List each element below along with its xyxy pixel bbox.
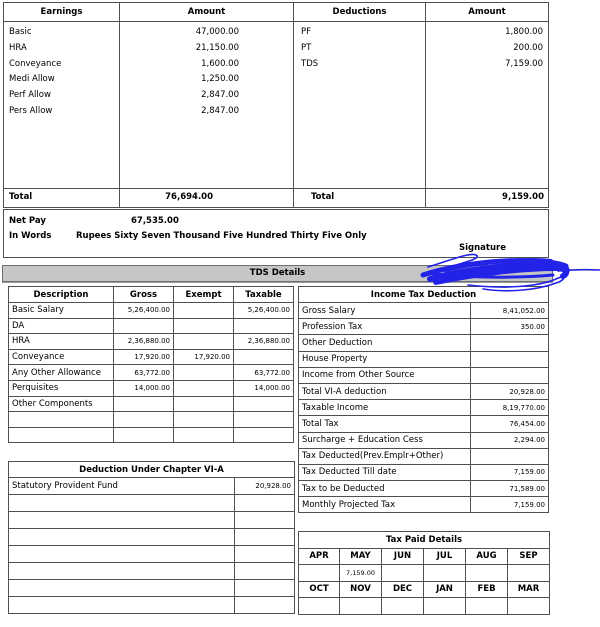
cell-description: HRA <box>9 334 114 350</box>
cell-description: Any Other Allowance <box>9 365 114 381</box>
description-column-header: Description <box>9 287 114 303</box>
cell-label <box>9 495 235 512</box>
in-words-value: Rupees Sixty Seven Thousand Five Hundred Thirty Five Only <box>76 231 367 241</box>
cell-value: 7,159.00 <box>471 497 549 513</box>
cell-value: 8,19,770.00 <box>471 400 549 416</box>
tax-paid-details-title: Tax Paid Details <box>299 532 550 549</box>
month-header: OCT <box>299 581 340 598</box>
earnings-labels-column <box>4 22 120 188</box>
table-row <box>9 412 294 428</box>
month-value <box>466 565 508 582</box>
month-header: APR <box>299 548 340 565</box>
table-row <box>9 478 295 495</box>
cell-label: Monthly Projected Tax <box>299 497 471 513</box>
cell-value <box>471 448 549 464</box>
cell-exempt <box>174 365 234 381</box>
deductions-labels-column <box>294 22 426 188</box>
month-value <box>382 598 424 615</box>
table-row <box>299 367 549 383</box>
deduction-amount: 200.00 <box>513 42 543 53</box>
deductions-amount-column-header: Amount <box>468 7 506 17</box>
table-title-row <box>9 462 295 478</box>
earnings-deductions-table <box>3 2 549 208</box>
earning-amount: 21,150.00 <box>195 42 239 53</box>
cell-taxable <box>234 427 294 443</box>
cell-description: Other Components <box>9 396 114 412</box>
table-header-row <box>4 3 548 22</box>
earnings-amount-column-header: Amount <box>120 3 294 21</box>
net-pay-value: 67,535.00 <box>131 216 179 226</box>
cell-taxable: 14,000.00 <box>234 380 294 396</box>
cell-value: 2,294.00 <box>471 432 549 448</box>
cell-description: Conveyance <box>9 349 114 365</box>
cell-label: House Property <box>299 351 471 367</box>
cell-label <box>9 580 235 597</box>
earning-label: Perf Allow <box>9 90 51 101</box>
table-row <box>9 580 295 597</box>
month-header: DEC <box>382 581 424 598</box>
table-row <box>9 380 294 396</box>
earnings-column-header: Earnings <box>4 3 120 21</box>
month-value <box>299 565 340 582</box>
cell-label: Gross Salary <box>299 303 471 319</box>
month-value: 7,159.00 <box>340 565 382 582</box>
cell-value <box>235 597 295 614</box>
table-row <box>9 597 295 614</box>
month-value <box>424 598 466 615</box>
cell-label <box>9 529 235 546</box>
cell-gross <box>114 427 174 443</box>
cell-exempt: 17,920.00 <box>174 349 234 365</box>
table-row <box>299 416 549 432</box>
cell-description <box>9 412 114 428</box>
cell-gross: 17,920.00 <box>114 349 174 365</box>
cell-value: 20,928.00 <box>471 383 549 399</box>
table-row <box>299 448 549 464</box>
month-header: NOV <box>340 581 382 598</box>
cell-description: Perquisites <box>9 380 114 396</box>
cell-description: DA <box>9 318 114 334</box>
signature-label: Signature <box>459 243 506 253</box>
cell-gross <box>114 396 174 412</box>
cell-value <box>235 580 295 597</box>
tax-paid-details-table <box>298 531 550 615</box>
in-words-label: In Words <box>9 231 52 241</box>
cell-value: 71,589.00 <box>471 481 549 497</box>
earnings-total-value: 76,694.00 <box>120 189 294 207</box>
cell-description: Basic Salary <box>9 303 114 319</box>
chapter-via-deduction-table <box>8 461 295 614</box>
net-pay-line <box>9 214 548 229</box>
table-row <box>9 396 294 412</box>
month-header: MAY <box>340 548 382 565</box>
cell-gross: 2,36,880.00 <box>114 334 174 350</box>
cell-label <box>9 597 235 614</box>
cell-value <box>235 546 295 563</box>
cell-value: 8,41,052.00 <box>471 303 549 319</box>
table-row <box>9 512 295 529</box>
cell-gross: 63,772.00 <box>114 365 174 381</box>
cell-value: 76,454.00 <box>471 416 549 432</box>
earnings-total-label: Total <box>4 189 120 207</box>
net-pay-label: Net Pay <box>9 216 46 226</box>
month-header: AUG <box>466 548 508 565</box>
deductions-total-label: Total <box>294 189 426 207</box>
cell-value: 350.00 <box>471 319 549 335</box>
table-row <box>299 303 549 319</box>
table-row <box>9 365 294 381</box>
deduction-label: PF <box>301 27 312 37</box>
earning-label: Pers Allow <box>9 105 53 116</box>
month-header: FEB <box>466 581 508 598</box>
month-header: JAN <box>424 581 466 598</box>
gross-column-header: Gross <box>114 287 174 303</box>
totals-row <box>4 188 548 207</box>
month-header-row <box>299 581 550 598</box>
cell-value: 7,159.00 <box>471 464 549 480</box>
table-body <box>4 22 548 188</box>
cell-value <box>235 495 295 512</box>
table-row <box>9 563 295 580</box>
cell-label: Income from Other Source <box>299 367 471 383</box>
cell-taxable <box>234 318 294 334</box>
cell-label <box>9 546 235 563</box>
cell-gross <box>114 412 174 428</box>
cell-value <box>471 335 549 351</box>
earnings-amounts-column <box>120 22 294 188</box>
month-value-row <box>299 565 550 582</box>
table-row <box>9 349 294 365</box>
cell-exempt <box>174 380 234 396</box>
month-header: SEP <box>508 548 550 565</box>
cell-gross: 5,26,400.00 <box>114 303 174 319</box>
month-value <box>299 598 340 615</box>
month-value-row <box>299 598 550 615</box>
table-row <box>9 546 295 563</box>
tds-details-bar: TDS Details <box>2 265 553 282</box>
cell-taxable: 5,26,400.00 <box>234 303 294 319</box>
table-header-row <box>9 287 294 303</box>
cell-label: Taxable Income <box>299 400 471 416</box>
month-value <box>340 598 382 615</box>
cell-exempt <box>174 412 234 428</box>
income-tax-deduction-table <box>298 286 549 513</box>
table-row <box>299 464 549 480</box>
earning-amount: 1,250.00 <box>201 74 239 85</box>
table-row <box>9 318 294 334</box>
cell-label: Statutory Provident Fund <box>9 478 235 495</box>
earning-label: Medi Allow <box>9 74 55 85</box>
cell-value <box>235 563 295 580</box>
table-row <box>9 495 295 512</box>
cell-taxable: 63,772.00 <box>234 365 294 381</box>
cell-exempt <box>174 318 234 334</box>
earning-label: Basic <box>9 27 32 37</box>
cell-exempt <box>174 303 234 319</box>
earning-amount: 2,847.00 <box>201 90 239 101</box>
cell-label: Tax to be Deducted <box>299 481 471 497</box>
cell-label <box>9 563 235 580</box>
deduction-label: TDS <box>301 58 319 69</box>
cell-taxable <box>234 349 294 365</box>
month-value <box>466 598 508 615</box>
table-title-row <box>299 532 550 549</box>
table-row <box>299 432 549 448</box>
cell-value <box>471 367 549 383</box>
table-row <box>9 529 295 546</box>
cell-taxable <box>234 396 294 412</box>
month-value <box>508 598 550 615</box>
deductions-total-value: 9,159.00 <box>502 192 544 202</box>
table-title-row <box>299 287 549 303</box>
cell-value <box>235 512 295 529</box>
deductions-amounts-column <box>426 22 548 188</box>
cell-label: Total Tax <box>299 416 471 432</box>
deductions-column-header: Deductions <box>294 3 426 21</box>
cell-label: Tax Deducted Till date <box>299 464 471 480</box>
cell-taxable: 2,36,880.00 <box>234 334 294 350</box>
deduction-label: PT <box>301 42 312 53</box>
table-row <box>9 427 294 443</box>
cell-description <box>9 427 114 443</box>
cell-value: 20,928.00 <box>235 478 295 495</box>
cell-label <box>9 512 235 529</box>
cell-label: Tax Deducted(Prev.Emplr+Other) <box>299 448 471 464</box>
month-value <box>424 565 466 582</box>
cell-exempt <box>174 427 234 443</box>
cell-label: Total VI-A deduction <box>299 383 471 399</box>
table-row <box>299 481 549 497</box>
month-value <box>508 565 550 582</box>
in-words-line <box>9 229 548 244</box>
cell-exempt <box>174 396 234 412</box>
earning-amount: 2,847.00 <box>201 105 239 116</box>
income-tax-deduction-title: Income Tax Deduction <box>299 287 549 303</box>
table-row <box>299 335 549 351</box>
earning-amount: 1,600.00 <box>201 58 239 69</box>
table-row <box>299 383 549 399</box>
table-row <box>299 497 549 513</box>
month-header: JUL <box>424 548 466 565</box>
cell-label: Surcharge + Education Cess <box>299 432 471 448</box>
cell-label: Other Deduction <box>299 335 471 351</box>
cell-taxable <box>234 412 294 428</box>
taxable-column-header: Taxable <box>234 287 294 303</box>
chapter-via-title: Deduction Under Chapter VI-A <box>9 462 295 478</box>
earning-label: HRA <box>9 42 27 53</box>
deduction-amount: 7,159.00 <box>505 58 543 69</box>
table-row <box>9 334 294 350</box>
cell-label: Profession Tax <box>299 319 471 335</box>
cell-value <box>235 529 295 546</box>
cell-gross <box>114 318 174 334</box>
table-row <box>9 303 294 319</box>
month-header-row <box>299 548 550 565</box>
exempt-column-header: Exempt <box>174 287 234 303</box>
month-header: JUN <box>382 548 424 565</box>
deduction-amount: 1,800.00 <box>505 27 543 37</box>
table-row <box>299 351 549 367</box>
month-header: MAR <box>508 581 550 598</box>
tds-salary-breakup-table <box>8 286 294 443</box>
cell-value <box>471 351 549 367</box>
month-value <box>382 565 424 582</box>
earning-amount: 47,000.00 <box>195 27 239 37</box>
table-row <box>299 400 549 416</box>
earning-label: Conveyance <box>9 58 62 69</box>
table-row <box>299 319 549 335</box>
cell-exempt <box>174 334 234 350</box>
cell-gross: 14,000.00 <box>114 380 174 396</box>
